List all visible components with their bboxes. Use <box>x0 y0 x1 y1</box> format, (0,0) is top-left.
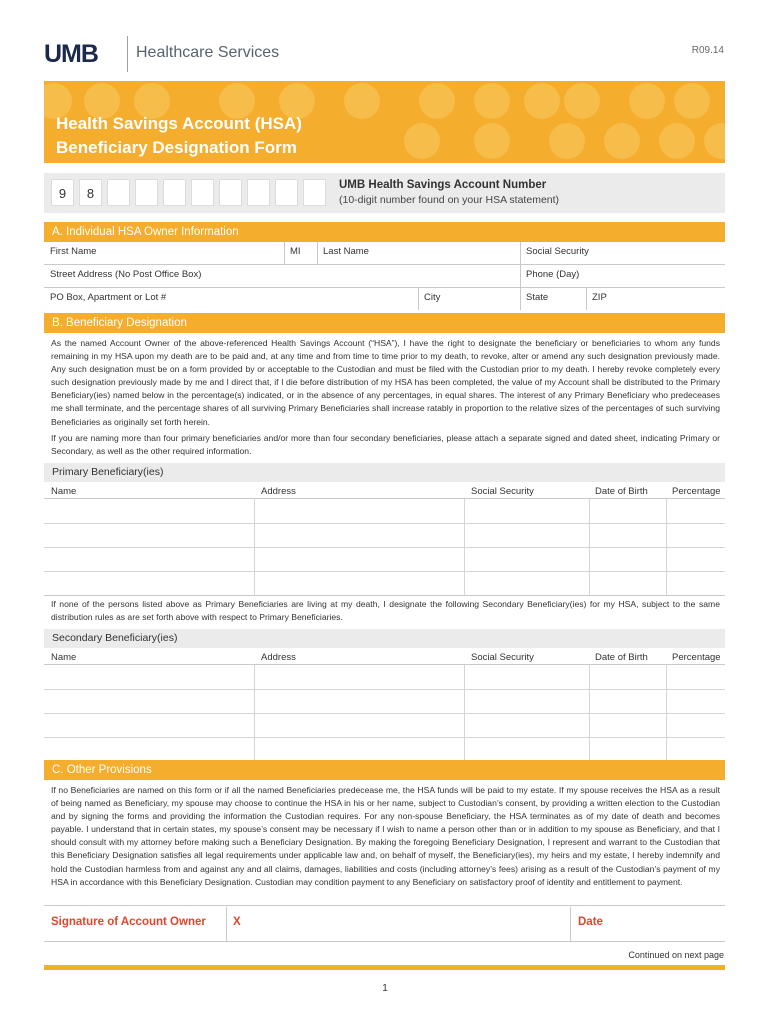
primary-table-header <box>44 484 725 499</box>
col-ssn: Social Security <box>471 486 534 497</box>
designation-paragraph: As the named Account Owner of the above-referenced Health Savings Account (“HSA”), I have the right to designate the beneficiary or beneficiaries to whom any funds remaining in my HSA upon my death are to be paid and, at any time and from time to time prior to my death, to revoke, alter or amend any such designation previously made. Any such designation must be on a form provided by or acceptable to the Custodian and must be filed with the Custodian prior to my death. I hereby revoke completely every such designation previously made by me and I direct that, if I die before distribution of my HSA has been completed, the value of my Account shall be distributed to the Primary Beneficiary(ies) named below in the percentage(s) indicated, or in the absence of any percentages, in equal shares. The interest of any Primary Beneficiary who predeceases me shall terminate, and the percentage shares of all surviving Primary Beneficiaries shall increase ratably in proportion to the relative sizes of the percentages of such surviving Beneficiaries as originally set forth herein. <box>51 338 720 427</box>
col-dob: Date of Birth <box>595 486 648 497</box>
col-name: Name <box>51 486 77 497</box>
umb-logo: UMB <box>44 40 98 68</box>
street-address-field[interactable]: Street Address (No Post Office Box) <box>50 269 202 280</box>
continued-note: Continued on next page <box>628 950 724 960</box>
secondary-beneficiaries-header: Secondary Beneficiary(ies) <box>44 629 725 648</box>
section-c-header: C. Other Provisions <box>44 760 725 780</box>
owner-row-3 <box>44 288 725 311</box>
date-divider <box>570 907 571 941</box>
footer-bar <box>44 965 725 970</box>
account-number-label: UMB Health Savings Account Number <box>339 179 547 191</box>
first-name-field[interactable]: First Name <box>50 246 97 257</box>
account-digit-1[interactable]: 9 <box>51 179 74 206</box>
owner-row-1 <box>44 242 725 265</box>
date-field[interactable] <box>612 908 724 940</box>
signature-x-mark: X <box>233 916 241 928</box>
signature-divider <box>226 907 227 941</box>
col-address: Address <box>261 652 296 663</box>
col-ssn: Social Security <box>471 652 534 663</box>
primary-beneficiary-rows <box>44 499 725 596</box>
secondary-beneficiary-row[interactable] <box>44 713 725 737</box>
logo-divider <box>127 36 128 72</box>
title-banner <box>44 81 725 163</box>
account-digit-2[interactable]: 8 <box>79 179 102 206</box>
account-digit-9[interactable] <box>275 179 298 206</box>
col-name: Name <box>51 652 77 663</box>
account-number-hint: (10-digit number found on your HSA statement) <box>339 194 560 206</box>
primary-beneficiary-row[interactable] <box>44 547 725 571</box>
logo-subtitle: Healthcare Services <box>136 44 280 61</box>
section-b-header: B. Beneficiary Designation <box>44 313 725 333</box>
account-digit-5[interactable] <box>163 179 186 206</box>
form-title <box>56 112 302 160</box>
secondary-table-header <box>44 650 725 665</box>
form-title-line2: Beneficiary Designation Form <box>56 138 297 157</box>
account-digit-4[interactable] <box>135 179 158 206</box>
col-dob: Date of Birth <box>595 652 648 663</box>
signature-bottom-rule <box>44 941 725 942</box>
account-digit-7[interactable] <box>219 179 242 206</box>
city-field[interactable]: City <box>424 292 441 303</box>
page-number: 1 <box>382 983 388 994</box>
revision-code: R09.14 <box>691 45 724 56</box>
account-digit-8[interactable] <box>247 179 270 206</box>
other-provisions-paragraph: If no Beneficiaries are named on this form or if all the named Beneficiaries predecease me, the HSA funds will be paid to my estate. If my spouse receives the HSA as a result of being named as Beneficiary, my spouse may choose to continue the HSA in his or her name, subject to Custodian’s consent, by providing a written election to the Custodian and by signing the forms and providing the information the Custodian requires. For any non-spouse Beneficiary, the HSA terminates as of my date of death and becomes payable. I understand that in certain states, my spouse’s consent may be necessary if I wish to name a person other than or in addition to my spouse as Beneficiary, and that I should consult with my attorney before making such a Beneficiary Designation. By making the foregoing Beneficiary Designation, I represent and warrant to the Custodian that this Beneficiary Designation satisfies all legal requirements under applicable law and, on behalf of myself, the Beneficiary(ies), my heirs and my estate, I hereby indemnify and hold the Custodian harmless from and against any and all claims, damages, liabilities and costs (including attorney’s fees) arising as a result of the Custodian’s payment of my HSA in accordance with this Beneficiary Designation. Custodian may condition payment to any Beneficiary on satisfactory proof of identity and entitlement to payment. <box>51 785 720 887</box>
account-digit-10[interactable] <box>303 179 326 206</box>
middle-initial-field[interactable]: MI <box>290 246 301 257</box>
form-title-line1: Health Savings Account (HSA) <box>56 114 302 133</box>
signature-field[interactable] <box>234 908 568 940</box>
col-address: Address <box>261 486 296 497</box>
section-a-header: A. Individual HSA Owner Information <box>44 222 725 242</box>
primary-beneficiary-row[interactable] <box>44 571 725 595</box>
secondary-beneficiary-rows <box>44 665 725 762</box>
owner-row-2 <box>44 265 725 288</box>
po-box-field[interactable]: PO Box, Apartment or Lot # <box>50 292 167 303</box>
signature-label: Signature of Account Owner <box>51 916 206 928</box>
account-digit-6[interactable] <box>191 179 214 206</box>
last-name-field[interactable]: Last Name <box>323 246 369 257</box>
zip-field[interactable]: ZIP <box>592 292 607 303</box>
account-number-bar <box>44 173 725 213</box>
phone-field[interactable]: Phone (Day) <box>526 269 580 280</box>
primary-beneficiary-row[interactable] <box>44 523 725 547</box>
primary-beneficiaries-header: Primary Beneficiary(ies) <box>44 463 725 482</box>
owner-ssn-field[interactable]: Social Security <box>526 246 589 257</box>
account-digit-3[interactable] <box>107 179 130 206</box>
col-percentage: Percentage <box>672 652 721 663</box>
secondary-beneficiary-row[interactable] <box>44 689 725 713</box>
col-percentage: Percentage <box>672 486 721 497</box>
date-label: Date <box>578 916 603 928</box>
signature-top-rule <box>44 905 725 906</box>
secondary-beneficiary-row[interactable] <box>44 665 725 689</box>
secondary-beneficiary-row[interactable] <box>44 737 725 761</box>
additional-beneficiaries-note: If you are naming more than four primary beneficiaries and/or more than four secondary beneficiaries, please attach a separate signed and dated sheet, indicating Primary or Secondary, as well as the other required information. <box>51 433 720 457</box>
primary-beneficiary-row[interactable] <box>44 499 725 523</box>
secondary-intro-paragraph: If none of the persons listed above as Primary Beneficiaries are living at my death, I designate the following Secondary Beneficiary(ies) for my HSA, subject to the same distribution rules as are set forth above with respect to Primary Beneficiaries. <box>51 599 720 623</box>
state-field[interactable]: State <box>526 292 549 303</box>
